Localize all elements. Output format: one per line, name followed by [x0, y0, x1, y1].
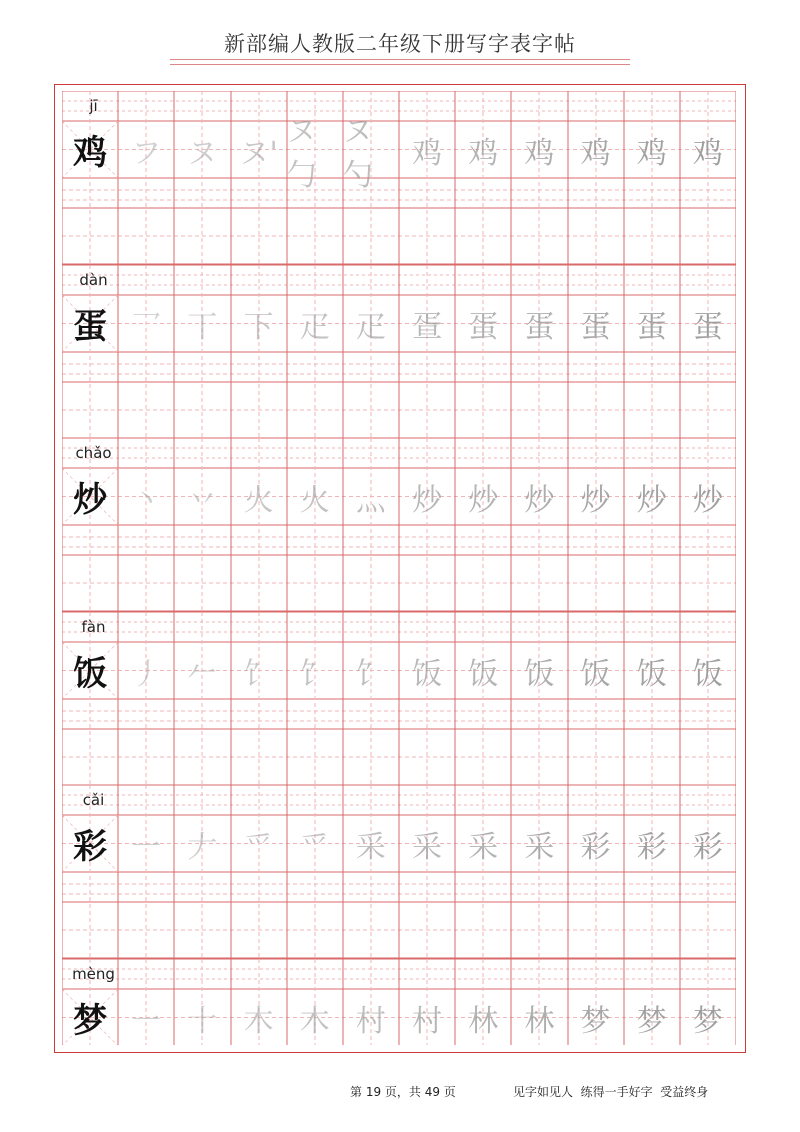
stroke-step-cell: 蛋 [692, 309, 723, 345]
stroke-step-cell: 𠂇 [187, 829, 218, 865]
stroke-step-cell: 火 [243, 482, 274, 518]
stroke-step-cell: 炒 [412, 482, 443, 518]
stroke-step-cell: 炒 [524, 482, 555, 518]
stroke-step-cell: 梦 [636, 1003, 667, 1039]
stroke-step-cell: 蛋 [524, 309, 555, 345]
pinyin-label: fàn [81, 618, 106, 636]
pinyin-label: chǎo [75, 444, 112, 462]
stroke-step-cell: 采 [355, 829, 386, 865]
pinyin-label: cǎi [82, 791, 105, 809]
stroke-step-cell: 采 [524, 829, 555, 865]
model-character: 鸡 [73, 133, 108, 173]
stroke-step-cell: 饣 [355, 656, 386, 692]
stroke-step-cell: 一 [131, 1003, 162, 1039]
stroke-step-cell: 饣 [299, 656, 330, 692]
stroke-step-cell: 饭 [412, 656, 443, 692]
copybook-frame [54, 84, 746, 1053]
pinyin-label: mèng [72, 965, 115, 983]
stroke-step-cell: 村 [355, 1003, 386, 1039]
stroke-step-cell: 𠂉 [187, 656, 218, 692]
model-character: 蛋 [73, 307, 108, 347]
footer-motto: 见字如见人 练得一手好字 受益终身 [513, 1085, 709, 1099]
title-underline-top [170, 59, 630, 60]
stroke-step-cell: 炒 [580, 482, 611, 518]
stroke-step-cell: 鸡 [468, 135, 499, 171]
stroke-step-cell: 爫 [243, 829, 274, 865]
stroke-step-cell: 疍 [412, 309, 443, 345]
stroke-step-cell: 十 [187, 1003, 218, 1039]
stroke-step-cell: 炒 [468, 482, 499, 518]
stroke-step-cell: 丅 [187, 309, 218, 345]
stroke-step-cell: 采 [468, 829, 499, 865]
stroke-step-cell: 疋 [299, 309, 330, 345]
stroke-step-cell: フ [131, 135, 162, 171]
stroke-step-cell: 鸡 [636, 135, 667, 171]
stroke-step-cell: 梦 [692, 1003, 723, 1039]
stroke-step-cell: 林 [524, 1003, 555, 1039]
stroke-step-cell: 鸡 [412, 135, 443, 171]
stroke-step-cell: 蛋 [636, 309, 667, 345]
model-character: 炒 [73, 480, 108, 520]
stroke-step-cell: 彩 [692, 829, 723, 865]
stroke-step-cell: 饭 [468, 656, 499, 692]
stroke-step-cell: 饭 [636, 656, 667, 692]
stroke-step-cell: 村 [412, 1003, 443, 1039]
stroke-step-cell: ヌ勺 [342, 113, 373, 193]
stroke-step-cell: 炒 [692, 482, 723, 518]
stroke-step-cell: 火 [299, 482, 330, 518]
stroke-step-cell: 疋 [355, 309, 386, 345]
practice-sheet [62, 91, 736, 1045]
stroke-step-cell: 饭 [692, 656, 723, 692]
pinyin-label: dàn [79, 271, 108, 289]
practice-grid [62, 91, 736, 1045]
stroke-step-cell: 木 [299, 1003, 330, 1039]
stroke-step-cell: 梦 [580, 1003, 611, 1039]
stroke-step-cell: 丷 [187, 482, 218, 518]
stroke-step-cell: 饣 [243, 656, 274, 692]
stroke-step-cell: 丶 [131, 482, 162, 518]
stroke-step-cell: ヌ [187, 135, 218, 171]
stroke-step-cell: 林 [468, 1003, 499, 1039]
stroke-step-cell: 鸡 [524, 135, 555, 171]
stroke-step-cell: 采 [412, 829, 443, 865]
pinyin-label: jī [89, 97, 98, 115]
page-title: 新部编人教版二年级下册写字表字帖 [224, 32, 576, 56]
stroke-step-cell: 灬 [355, 482, 386, 518]
stroke-step-cell: 木 [243, 1003, 274, 1039]
stroke-step-cell: 爫 [299, 829, 330, 865]
stroke-step-cell: 饭 [580, 656, 611, 692]
page-number: 第 19 页，共 49 页 [350, 1085, 456, 1099]
stroke-step-cell: 炒 [636, 482, 667, 518]
stroke-step-cell: 鸡 [692, 135, 723, 171]
stroke-step-cell: ヌ勹 [286, 113, 317, 193]
stroke-step-cell: 彩 [580, 829, 611, 865]
stroke-step-cell: 饭 [524, 656, 555, 692]
stroke-step-cell: 彩 [636, 829, 667, 865]
stroke-step-cell: 一 [131, 829, 162, 865]
model-character: 彩 [73, 827, 108, 867]
stroke-step-cell: 乛 [131, 309, 162, 345]
stroke-step-cell: 丿 [131, 656, 162, 692]
stroke-step-cell: 蛋 [580, 309, 611, 345]
stroke-step-cell: 下 [243, 309, 274, 345]
model-character: 饭 [73, 654, 108, 694]
stroke-step-cell: 鸡 [580, 135, 611, 171]
title-underline-bottom [170, 64, 630, 65]
stroke-step-cell: 蛋 [468, 309, 499, 345]
stroke-step-cell: ヌ' [239, 135, 278, 171]
model-character: 梦 [73, 1001, 108, 1041]
